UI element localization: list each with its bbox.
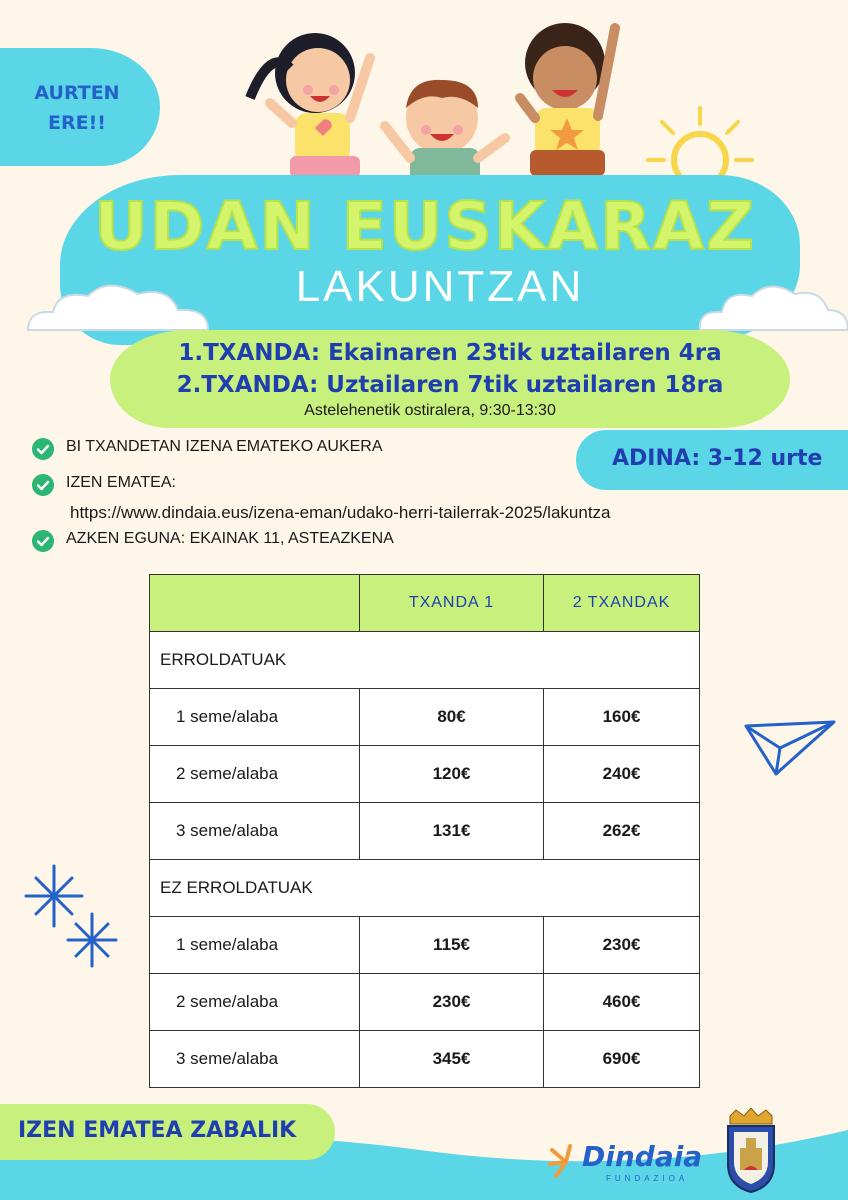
logo-name: Dindaia (582, 1140, 703, 1173)
aurten-ere-badge (0, 48, 160, 166)
sparkle-star-icon (24, 862, 124, 972)
coat-of-arms-icon (722, 1108, 780, 1194)
checklist-item (32, 438, 383, 460)
table-header-cell: 2 TXANDAK (544, 575, 700, 632)
sun-burst-icon (548, 1144, 584, 1180)
logo-subtitle: FUNDAZIOA (606, 1174, 689, 1183)
row-label: 3 seme/alaba (150, 803, 360, 860)
table-row (150, 917, 700, 974)
kids-illustration (230, 8, 650, 188)
table-section-row (150, 860, 700, 917)
shift-1-dates: 1.TXANDA: Ekainaren 23tik uztailaren 4ra (178, 340, 722, 366)
price-cell: 131€ (360, 803, 544, 860)
table-header-row (150, 575, 700, 632)
price-cell: 230€ (544, 917, 700, 974)
price-cell: 115€ (360, 917, 544, 974)
price-cell: 230€ (360, 974, 544, 1031)
row-label: 1 seme/alaba (150, 917, 360, 974)
price-cell: 80€ (360, 689, 544, 746)
checklist-item (32, 530, 394, 552)
price-cell: 240€ (544, 746, 700, 803)
price-cell: 262€ (544, 803, 700, 860)
age-range: ADINA: 3-12 urte (612, 446, 823, 471)
registration-open-badge (0, 1104, 335, 1160)
page-title: UDAN EUSKARAZ (94, 188, 756, 265)
checklist-text: BI TXANDETAN IZENA EMATEKO AUKERA (66, 438, 383, 455)
checklist-item (32, 474, 176, 496)
price-cell: 690€ (544, 1031, 700, 1088)
table-row (150, 746, 700, 803)
row-label: 1 seme/alaba (150, 689, 360, 746)
registration-link[interactable]: https://www.dindaia.eus/izena-eman/udako-herri-tailerrak-2025/lakuntza (70, 503, 611, 522)
check-circle-icon (32, 530, 54, 552)
paper-plane-icon (740, 712, 840, 782)
row-label: 2 seme/alaba (150, 974, 360, 1031)
price-cell: 120€ (360, 746, 544, 803)
table-row (150, 689, 700, 746)
price-table (149, 574, 700, 1088)
check-circle-icon (32, 438, 54, 460)
section-title: EZ ERROLDATUAK (150, 860, 700, 917)
checklist-text: AZKEN EGUNA: EKAINAK 11, ASTEAZKENA (66, 530, 394, 547)
check-circle-icon (32, 474, 54, 496)
schedule-hours: Astelehenetik ostiralera, 9:30-13:30 (304, 402, 556, 419)
table-section-row (150, 632, 700, 689)
checklist-text: IZEN EMATEA: (66, 474, 176, 491)
table-row (150, 1031, 700, 1088)
table-row (150, 974, 700, 1031)
price-cell: 345€ (360, 1031, 544, 1088)
shift-2-dates: 2.TXANDA: Uztailaren 7tik uztailaren 18ra (176, 372, 724, 398)
row-label: 3 seme/alaba (150, 1031, 360, 1088)
age-badge (576, 430, 848, 490)
badge-text: AURTEN ERE!! (34, 82, 120, 134)
registration-open-text: IZEN EMATEA ZABALIK (18, 1118, 297, 1143)
table-row (150, 803, 700, 860)
page-subtitle: LAKUNTZAN (295, 262, 585, 311)
row-label: 2 seme/alaba (150, 746, 360, 803)
table-header-cell: TXANDA 1 (360, 575, 544, 632)
table-header-cell (150, 575, 360, 632)
section-title: ERROLDATUAK (150, 632, 700, 689)
price-cell: 160€ (544, 689, 700, 746)
price-cell: 460€ (544, 974, 700, 1031)
dindaia-logo-icon (548, 1140, 703, 1188)
